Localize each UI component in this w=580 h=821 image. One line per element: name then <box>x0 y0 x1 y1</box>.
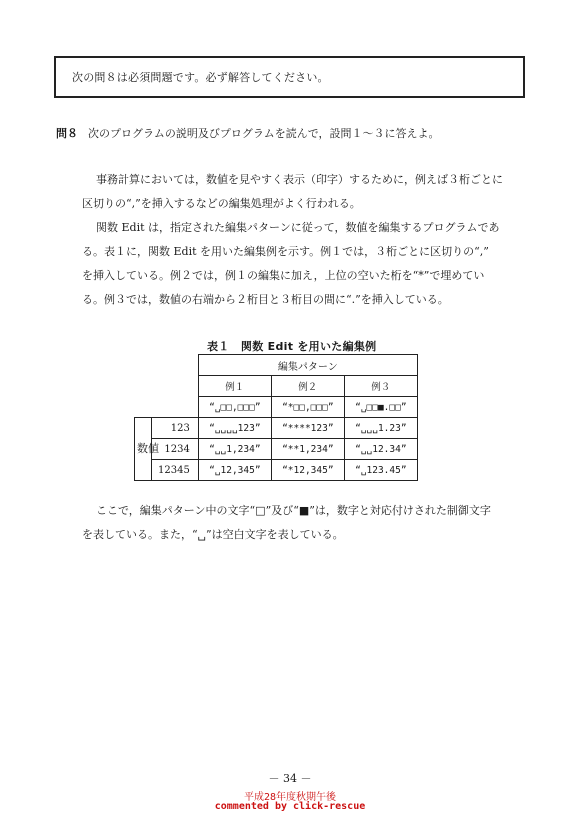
paragraph-2-line: を挿入している。例２では，例１の編集に加え，上位の空いた桁を“*”で埋めてい <box>82 269 485 282</box>
table-corner-blank <box>135 355 199 376</box>
question-heading <box>56 125 440 141</box>
paragraph-2-line: 関数 Edit は，指定された編集パターンに従って，数値を編集するプログラムであ <box>96 221 500 234</box>
paragraph-3-line: を表している。また，“␣”は空白文字を表している。 <box>82 528 344 541</box>
pattern-header: 編集パターン <box>198 355 417 376</box>
pattern-cell: “␣□□■.□□” <box>344 397 417 418</box>
example-header: 例２ <box>271 376 344 397</box>
input-value: 123 <box>152 418 199 439</box>
paragraph-1 <box>82 168 546 216</box>
table-row <box>135 439 418 460</box>
table-caption: 表１ 関数 Edit を用いた編集例 <box>207 340 377 353</box>
required-notice-text: 次の問８は必須問題です。必ず解答してください。 <box>72 71 329 84</box>
paragraph-1-line: 事務計算においては，数値を見やすく表示（印字）するために，例えば３桁ごとに <box>96 173 503 186</box>
paragraph-2-line: る。例３では，数値の右端から２桁目と３桁目の間に“.”を挿入している。 <box>82 293 449 306</box>
table-row <box>135 418 418 439</box>
input-value: 1234 <box>152 439 199 460</box>
result-cell: “␣␣12.34” <box>344 439 417 460</box>
pattern-cell: “*□□,□□□” <box>271 397 344 418</box>
question-instruction: 次のプログラムの説明及びプログラムを読んで，設問１〜３に答えよ。 <box>88 127 440 140</box>
paragraph-3 <box>82 499 546 547</box>
result-cell: “␣12,345” <box>198 460 271 481</box>
side-label <box>135 418 159 481</box>
exam-session-footer: 平成28年度秋期午後 <box>243 792 337 803</box>
input-value: 12345 <box>152 460 199 481</box>
table-row <box>135 460 418 481</box>
side-label-text: 数値 <box>137 442 159 455</box>
result-cell: “****123” <box>271 418 344 439</box>
table-corner-blank <box>135 376 199 397</box>
commentary-credit-footer: commented by click-rescue <box>214 801 366 812</box>
question-number: 問８ <box>56 127 78 140</box>
page-number: － 34 － <box>268 772 312 785</box>
result-cell: “␣␣␣1.23” <box>344 418 417 439</box>
paragraph-1-line: 区切りの“,”を挿入するなどの編集処理がよく行われる。 <box>82 197 361 210</box>
result-cell: “**1,234” <box>271 439 344 460</box>
paragraph-2-line: る。表１に，関数 Edit を用いた編集例を示す。例１では，３桁ごとに区切りの“,” <box>82 245 489 258</box>
result-cell: “␣␣␣␣123” <box>198 418 271 439</box>
result-cell: “␣123.45” <box>344 460 417 481</box>
example-header: 例１ <box>198 376 271 397</box>
result-cell: “␣␣1,234” <box>198 439 271 460</box>
required-notice-box <box>54 56 525 98</box>
example-header: 例３ <box>344 376 417 397</box>
paragraph-2 <box>82 216 546 312</box>
paragraph-3-line: ここで，編集パターン中の文字“□”及び“■”は，数字と対応付けされた制御文字 <box>96 504 491 517</box>
result-cell: “*12,345” <box>271 460 344 481</box>
table-corner-blank <box>135 397 199 418</box>
edit-example-table <box>134 354 418 481</box>
pattern-cell: “␣□□,□□□” <box>198 397 271 418</box>
